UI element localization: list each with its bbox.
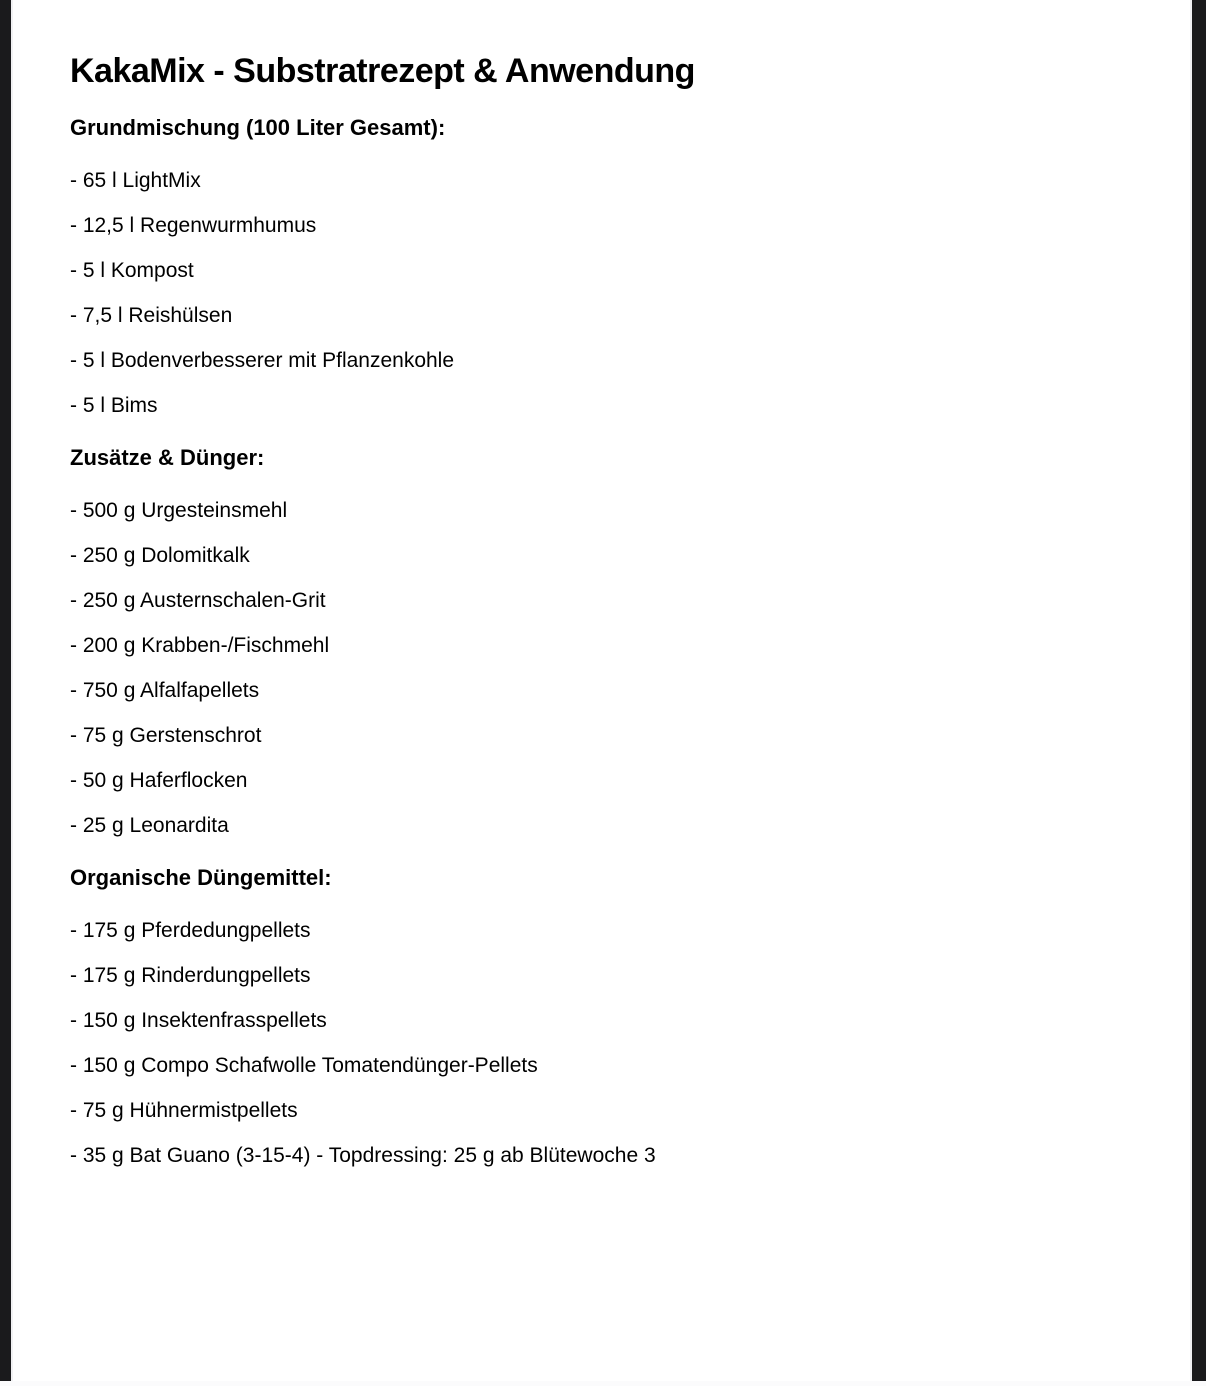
list-item: - 5 l Bims — [70, 394, 158, 417]
list-item: - 75 g Hühnermistpellets — [70, 1099, 298, 1122]
list-item: - 175 g Pferdedungpellets — [70, 919, 311, 942]
list-item: - 12,5 l Regenwurmhumus — [70, 214, 317, 237]
section — [70, 857, 1116, 1169]
section — [70, 437, 1116, 839]
bottom-edge-strip — [0, 1381, 1206, 1386]
page-title: KakaMix - Substratrezept & Anwendung — [70, 52, 695, 90]
section-heading: Grundmischung (100 Liter Gesamt): — [70, 115, 446, 140]
list-item: - 200 g Krabben-/Fischmehl — [70, 634, 330, 657]
list-item: - 65 l LightMix — [70, 169, 201, 192]
list-item: - 750 g Alfalfapellets — [70, 679, 260, 702]
list-item: - 75 g Gerstenschrot — [70, 724, 262, 747]
list-item: - 250 g Dolomitkalk — [70, 544, 250, 567]
list-item: - 5 l Bodenverbesserer mit Pflanzenkohle — [70, 349, 455, 372]
list-item: - 150 g Compo Schafwolle Tomatendünger-Pellets — [70, 1054, 538, 1077]
list-item: - 35 g Bat Guano (3-15-4) - Topdressing: 25 g ab Blütewoche 3 — [70, 1144, 656, 1167]
list-item: - 175 g Rinderdungpellets — [70, 964, 311, 987]
list-item: - 500 g Urgesteinsmehl — [70, 499, 288, 522]
list-item: - 250 g Austernschalen-Grit — [70, 589, 326, 612]
section — [70, 115, 1116, 419]
sections-container — [70, 115, 1116, 1169]
list-item: - 7,5 l Reishülsen — [70, 304, 233, 327]
left-border-bar — [0, 0, 13, 1381]
list-item: - 25 g Leonardita — [70, 814, 229, 837]
section-heading: Organische Düngemittel: — [70, 865, 332, 890]
document-page — [70, 0, 1116, 1187]
list-item: - 50 g Haferflocken — [70, 769, 248, 792]
right-border-bar — [1190, 0, 1206, 1381]
list-item: - 5 l Kompost — [70, 259, 194, 282]
list-item: - 150 g Insektenfrasspellets — [70, 1009, 327, 1032]
section-heading: Zusätze & Dünger: — [70, 445, 265, 470]
